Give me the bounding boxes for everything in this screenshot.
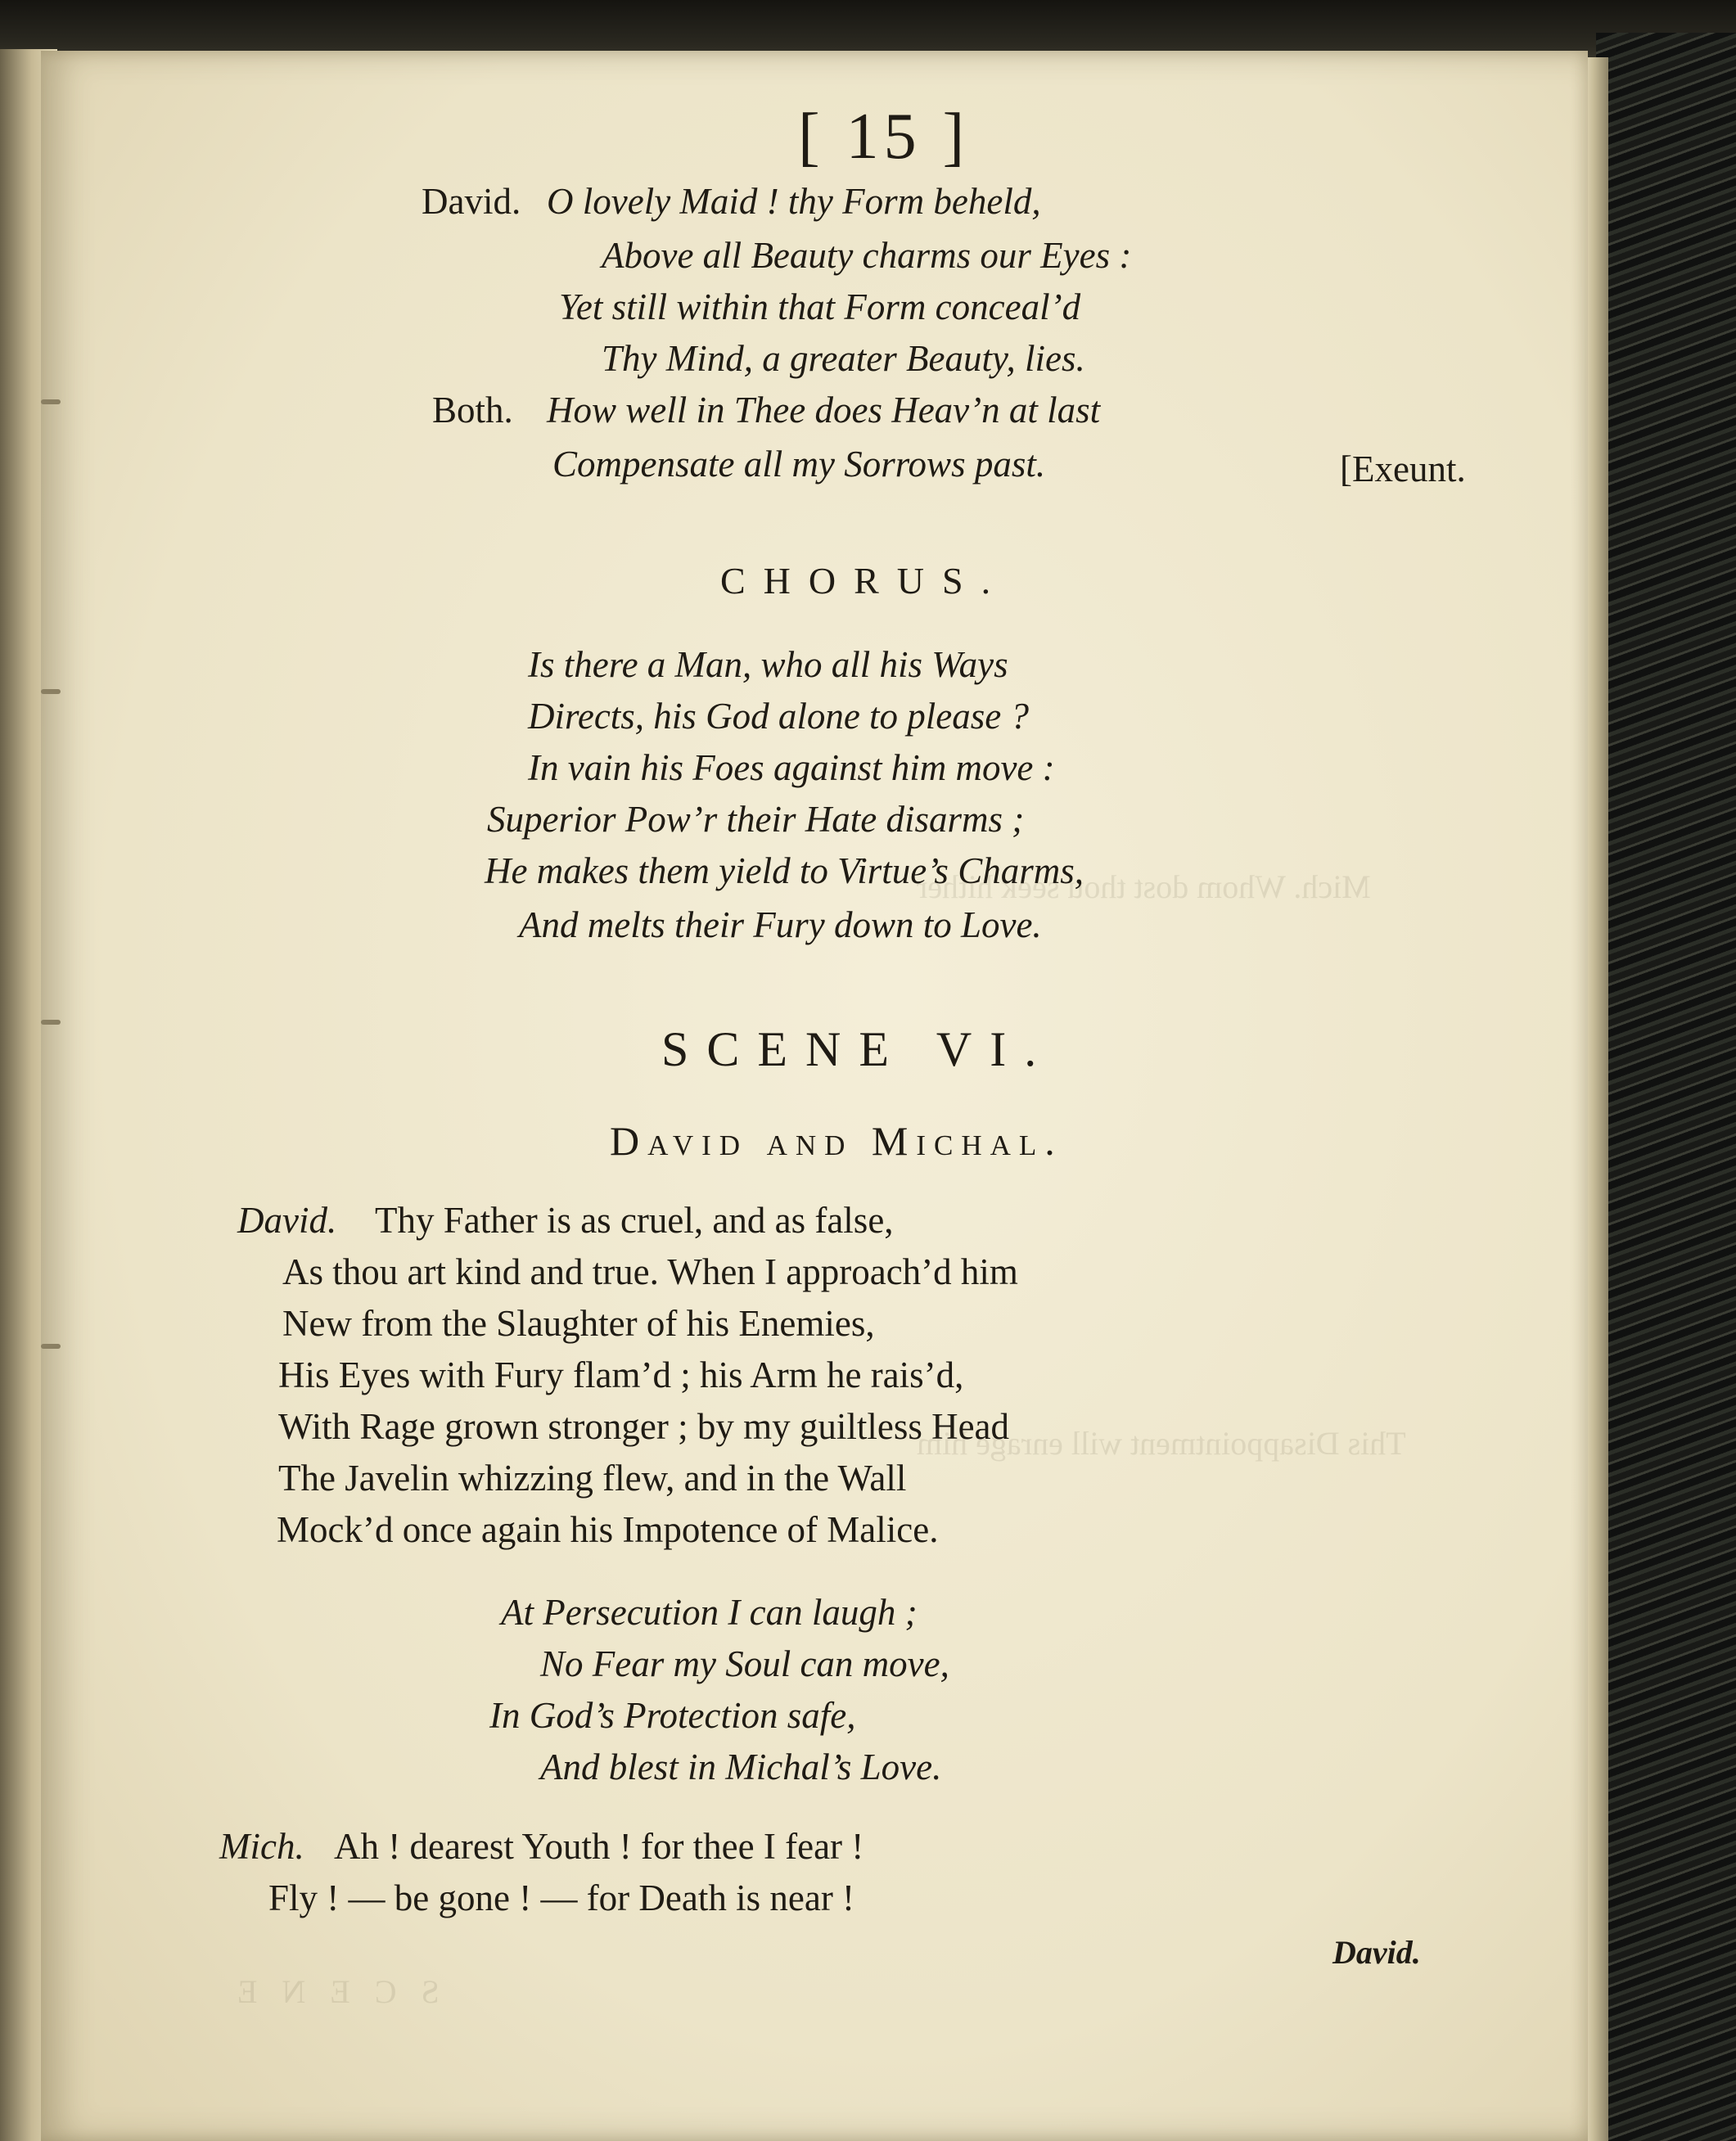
speaker-label: David. (237, 1200, 337, 1241)
speaker-label: Both. (432, 390, 513, 430)
speech-line: Ah ! dearest Youth ! for thee I fear ! (334, 1826, 864, 1867)
speech-line: As thou art kind and true. When I approach’d him (282, 1251, 1018, 1292)
chorus-line: He makes them yield to Virtue’s Charms, (485, 850, 1084, 891)
binding-stitch (41, 1020, 61, 1025)
speech-line: With Rage grown stronger ; by my guiltless Head (278, 1406, 1010, 1447)
verse-line: Compensate all my Sorrows past. (552, 444, 1046, 485)
speech-line: Thy Father is as cruel, and as false, (375, 1200, 894, 1241)
song-line: No Fear my Soul can move, (540, 1643, 949, 1684)
chorus-line: In vain his Foes against him move : (528, 747, 1055, 788)
chorus-line: Directs, his God alone to please ? (528, 696, 1030, 737)
verse-line: O lovely Maid ! thy Form beheld, (547, 181, 1041, 222)
show-through-text: Mich. Whom dost thou seek hither (917, 868, 1371, 905)
show-through-text: SCENE (213, 1973, 440, 2010)
stage-direction: [Exeunt. (1340, 448, 1466, 489)
scene-characters: David and Michal. (610, 1118, 1063, 1164)
binding-stitch (41, 1344, 61, 1349)
chorus-line: And melts their Fury down to Love. (519, 904, 1042, 945)
verse-line: Above all Beauty charms our Eyes : (602, 235, 1132, 276)
speaker-label: Mich. (219, 1826, 304, 1867)
speech-line: Fly ! — be gone ! — for Death is near ! (268, 1877, 855, 1918)
song-line: At Persecution I can laugh ; (501, 1592, 918, 1633)
song-line: And blest in Michal’s Love. (540, 1747, 942, 1787)
speaker-label: David. (422, 181, 521, 222)
chorus-heading: CHORUS. (720, 560, 1009, 602)
speech-line: Mock’d once again his Impotence of Malice. (277, 1509, 939, 1550)
verse-line: How well in Thee does Heav’n at last (547, 390, 1101, 430)
book-cover-edge (1596, 33, 1736, 2141)
speech-line: The Javelin whizzing flew, and in the Wall (278, 1458, 907, 1499)
speech-line: New from the Slaughter of his Enemies, (282, 1303, 875, 1344)
scene-heading: SCENE VI. (661, 1022, 1055, 1076)
song-line: In God’s Protection safe, (489, 1695, 856, 1736)
page-number: [ 15 ] (798, 101, 970, 173)
show-through-text: This Disappointment will enrage him (917, 1425, 1406, 1462)
binding-stitch (41, 689, 61, 694)
chorus-line: Superior Pow’r their Hate disarms ; (487, 799, 1025, 840)
catchword: David. (1332, 1934, 1421, 1971)
speech-line: His Eyes with Fury flam’d ; his Arm he rais’d, (278, 1354, 964, 1395)
binding-stitch (41, 399, 61, 404)
verse-line: Thy Mind, a greater Beauty, lies. (602, 338, 1085, 379)
verse-line: Yet still within that Form conceal’d (559, 286, 1081, 327)
chorus-line: Is there a Man, who all his Ways (528, 644, 1008, 685)
